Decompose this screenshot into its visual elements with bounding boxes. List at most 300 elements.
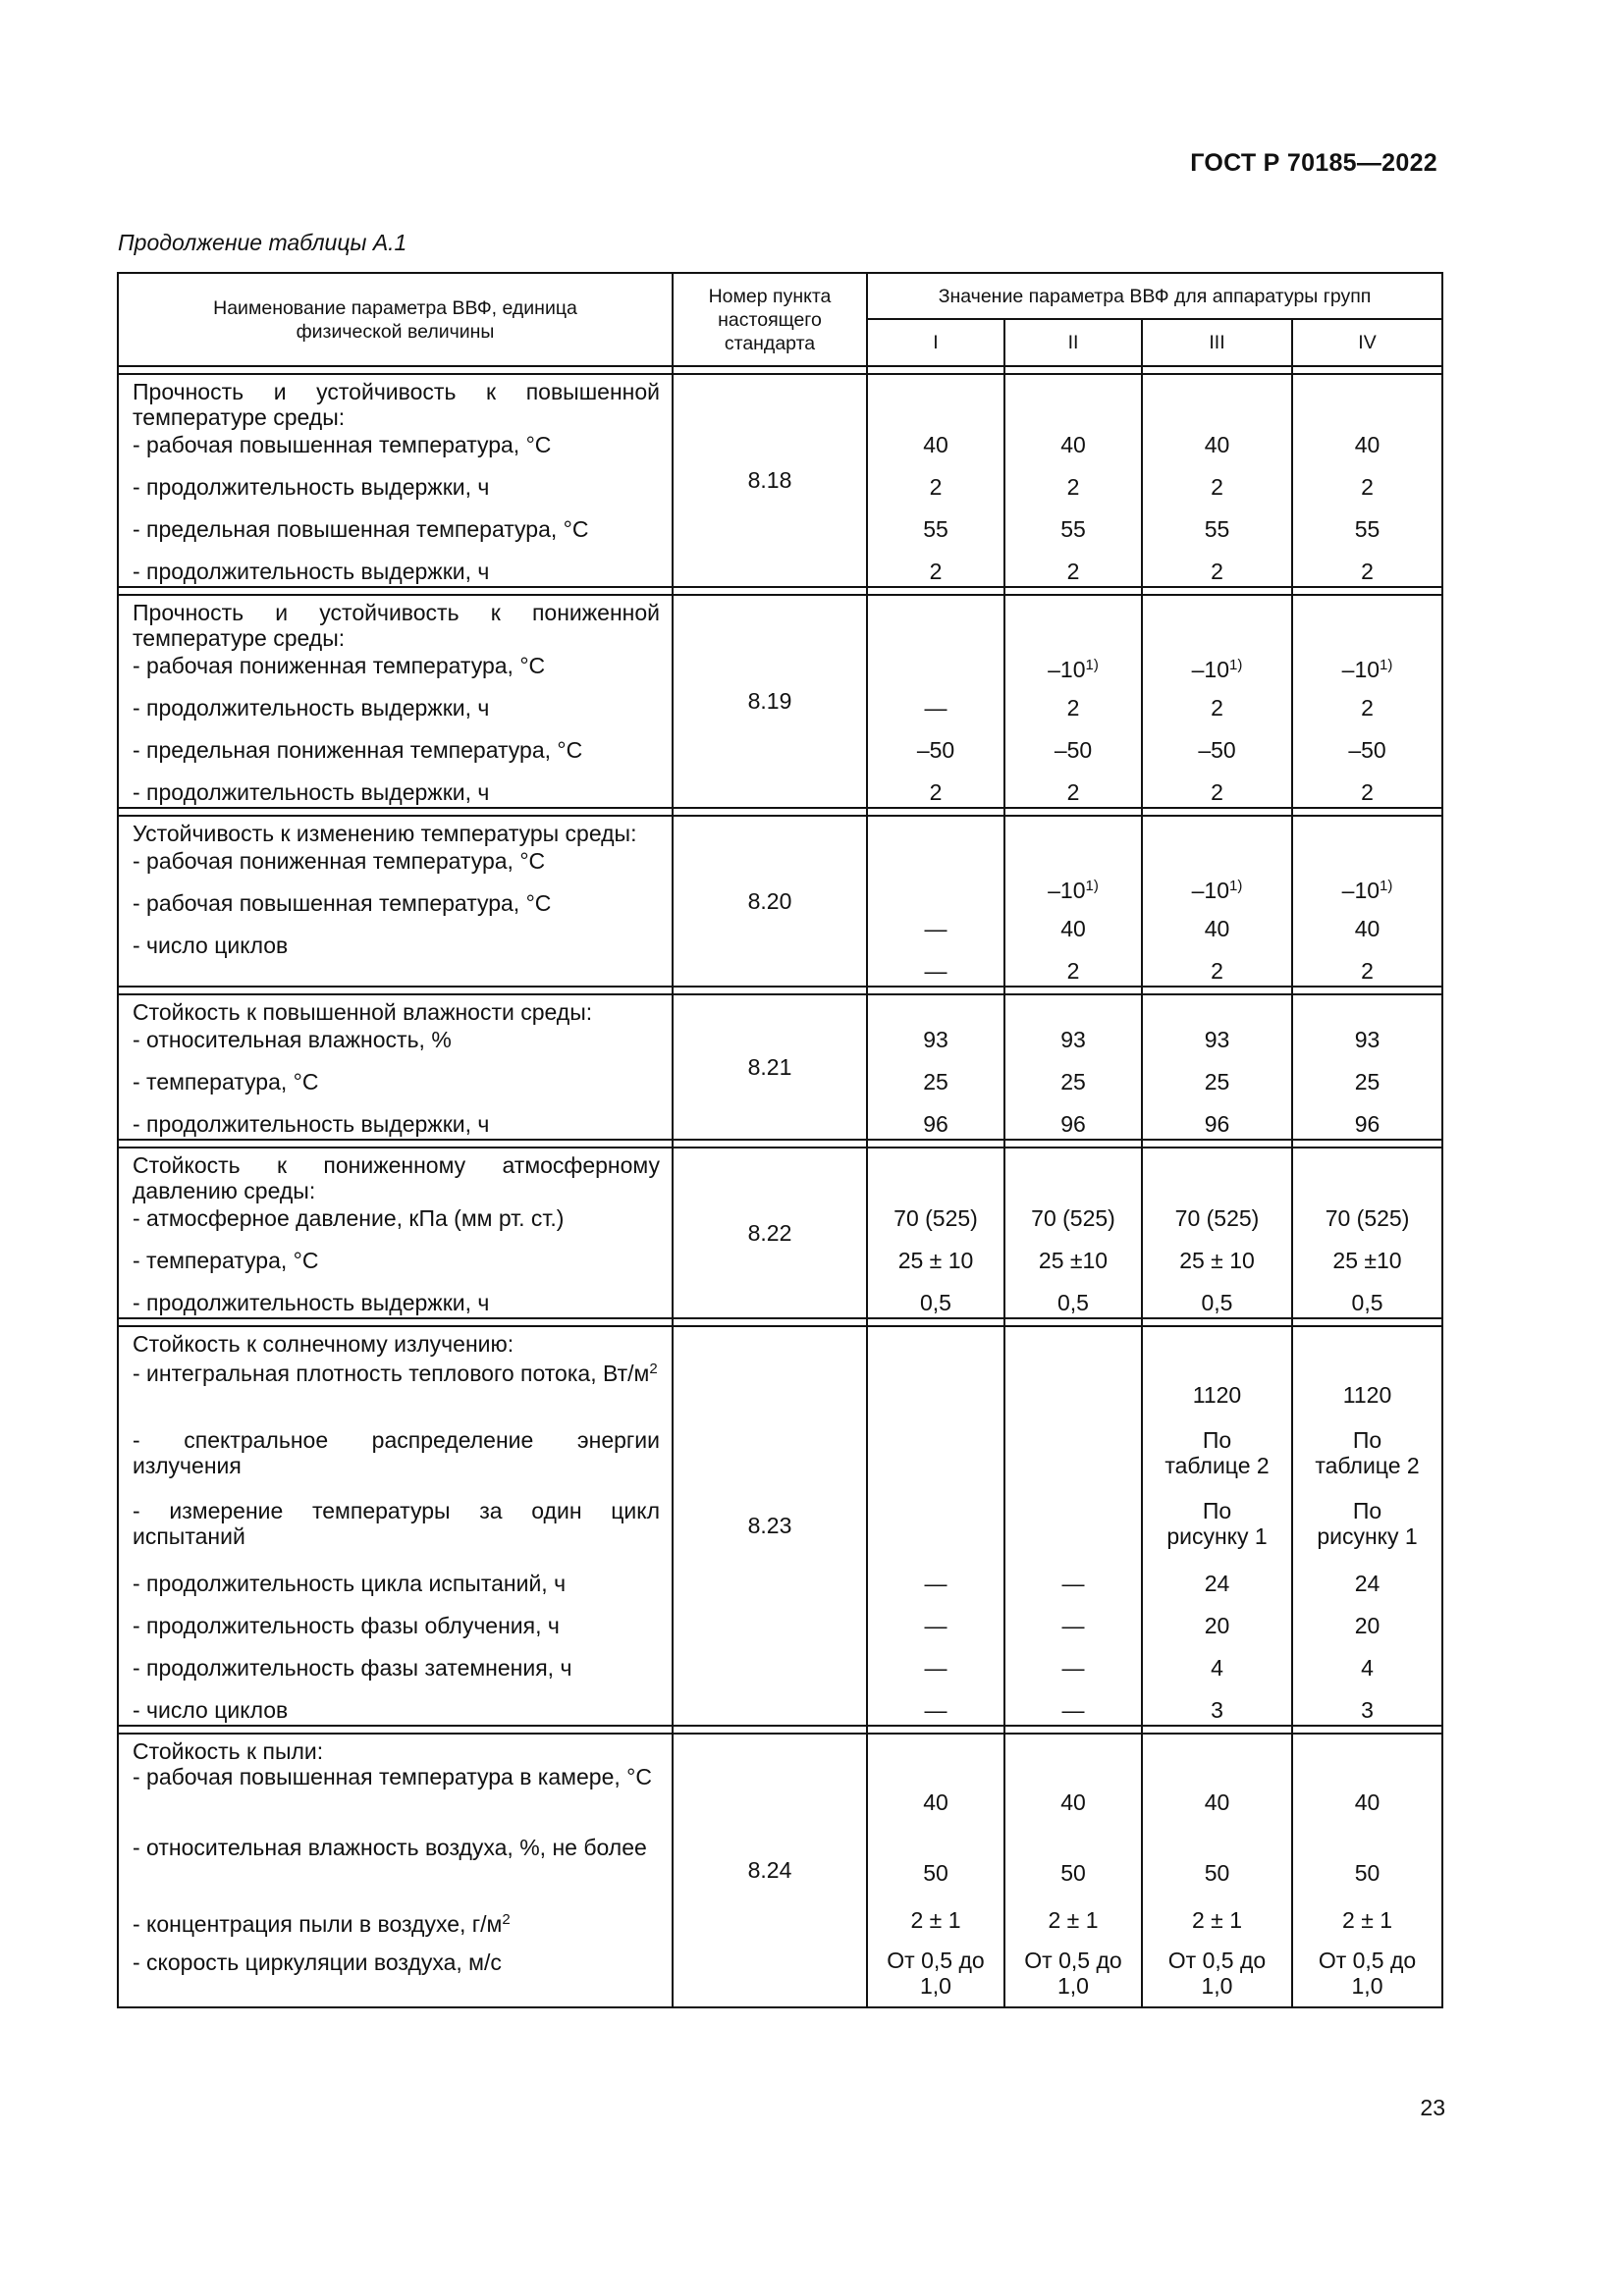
value-entry xyxy=(1143,514,1291,557)
group-value-cell xyxy=(1004,816,1142,987)
value-text: 96 xyxy=(1060,1111,1086,1137)
row-separator xyxy=(867,1140,1004,1148)
header-group-iii: III xyxy=(1142,319,1292,366)
footnote-marker: 1) xyxy=(1229,657,1243,673)
group-value-cell xyxy=(867,374,1004,587)
value-text: 40 xyxy=(1204,432,1230,457)
value-text: 25 xyxy=(923,1069,948,1095)
value-text: 25 ± 10 xyxy=(897,1248,974,1273)
parameter-name-cell xyxy=(118,374,673,587)
value-entry xyxy=(1293,1203,1441,1246)
value-text: 50 xyxy=(1354,1860,1380,1886)
value-text: 93 xyxy=(923,1027,948,1052)
value-entry xyxy=(868,1653,1003,1695)
value-entry xyxy=(1143,956,1291,986)
row-separator xyxy=(1292,1726,1442,1734)
clause-number-cell: 8.22 xyxy=(673,1148,867,1318)
value-text: 2 ± 1 xyxy=(910,1907,961,1933)
group-value-cell xyxy=(867,1148,1004,1318)
parameter-title: Прочность и устойчивость к пониженной температуре среды: xyxy=(133,600,660,651)
value-text: 1120 xyxy=(1342,1382,1392,1408)
value-entry xyxy=(868,693,1003,735)
value-text: 2 xyxy=(1211,559,1223,584)
value-entry xyxy=(1143,914,1291,956)
value-entry xyxy=(1005,1835,1141,1905)
group-value-cell xyxy=(1004,595,1142,808)
value-entry xyxy=(868,1357,1003,1427)
value-entry xyxy=(868,1203,1003,1246)
value-text: — xyxy=(924,1571,947,1596)
row-separator xyxy=(673,1140,867,1148)
value-text: 3 xyxy=(1361,1697,1374,1723)
parameter-item-label xyxy=(133,1695,660,1725)
parameter-item-label xyxy=(133,1611,660,1653)
value-entry xyxy=(1143,472,1291,514)
value-text: 25 ± 10 xyxy=(1179,1248,1255,1273)
parameter-item-label xyxy=(133,931,660,960)
parameter-item-text: - продолжительность выдержки, ч xyxy=(133,695,490,721)
parameter-item-text: - продолжительность выдержки, ч xyxy=(133,779,490,805)
group-value-cell xyxy=(1004,1734,1142,2007)
group-value-cell xyxy=(1292,595,1442,808)
row-separator xyxy=(118,808,673,816)
parameter-item-text: - предельная пониженная температура, °С xyxy=(133,737,583,763)
value-entry xyxy=(868,1948,1003,2006)
value-entry xyxy=(1005,956,1141,986)
parameter-group xyxy=(118,1148,1442,1318)
parameter-item-text: - интегральная плотность теплового потока, Вт/м xyxy=(133,1361,650,1386)
value-entry xyxy=(868,472,1003,514)
parameter-group xyxy=(118,595,1442,808)
parameter-item-label xyxy=(133,1653,660,1695)
parameter-title: Стойкость к солнечному излучению: xyxy=(133,1331,514,1357)
value-entry xyxy=(1143,651,1291,693)
value-entry xyxy=(1293,514,1441,557)
parameter-item-label xyxy=(133,1067,660,1109)
value-text: 25 xyxy=(1204,1069,1230,1095)
value-text: 25 ±10 xyxy=(1332,1248,1402,1273)
row-separator xyxy=(1004,1140,1142,1148)
row-separator xyxy=(118,1318,673,1326)
value-entry xyxy=(1293,651,1441,693)
value-text: 96 xyxy=(923,1111,948,1137)
parameter-item-label xyxy=(133,1109,660,1139)
clause-number-cell: 8.18 xyxy=(673,374,867,587)
value-text: 2 ± 1 xyxy=(1342,1907,1393,1933)
value-text: От 0,5 до 1,0 xyxy=(1318,1948,1417,1999)
row-separator xyxy=(673,808,867,816)
value-entry xyxy=(1005,1246,1141,1288)
value-entry xyxy=(1005,1569,1141,1611)
value-text: — xyxy=(1061,1655,1085,1681)
value-entry xyxy=(868,430,1003,472)
group-value-cell xyxy=(1292,816,1442,987)
value-entry xyxy=(1293,1498,1441,1569)
parameter-item-label xyxy=(133,1246,660,1288)
value-entry xyxy=(1005,1653,1141,1695)
value-text: 55 xyxy=(923,516,948,542)
value-entry xyxy=(1005,1288,1141,1317)
value-entry xyxy=(1293,1025,1441,1067)
value-entry xyxy=(1143,1653,1291,1695)
clause-number-cell: 8.24 xyxy=(673,1734,867,2007)
group-value-cell xyxy=(1292,1326,1442,1726)
value-entry xyxy=(868,1498,1003,1569)
parameter-name-cell xyxy=(118,816,673,987)
parameter-item-text: - спектральное распределение энергии излучения xyxy=(133,1427,660,1478)
value-text: 40 xyxy=(1204,1789,1230,1815)
header-group-ii: II xyxy=(1004,319,1142,366)
parameter-item-label xyxy=(133,693,660,735)
row-separator xyxy=(1292,1140,1442,1148)
value-entry xyxy=(1005,1427,1141,1498)
group-value-cell xyxy=(1292,994,1442,1140)
value-entry xyxy=(1293,1067,1441,1109)
value-entry xyxy=(1005,1498,1141,1569)
value-entry xyxy=(1005,1611,1141,1653)
value-text: 20 xyxy=(1354,1613,1380,1638)
parameter-item-text: - продолжительность выдержки, ч xyxy=(133,1111,490,1137)
row-separator xyxy=(1142,808,1292,816)
parameter-item-label xyxy=(133,651,660,693)
value-entry xyxy=(1005,651,1141,693)
value-entry xyxy=(1143,1025,1291,1067)
value-text: –10 xyxy=(1341,657,1380,682)
value-entry xyxy=(1293,430,1441,472)
value-entry xyxy=(1293,777,1441,807)
row-separator xyxy=(1142,1140,1292,1148)
value-entry xyxy=(1005,1905,1141,1948)
value-entry xyxy=(1143,1288,1291,1317)
value-text: 25 ±10 xyxy=(1038,1248,1109,1273)
group-value-cell xyxy=(1292,1148,1442,1318)
value-entry xyxy=(868,1067,1003,1109)
value-entry xyxy=(1293,1764,1441,1835)
value-entry xyxy=(1293,1357,1441,1427)
footnote-marker: 1) xyxy=(1085,878,1099,894)
value-text: 2 xyxy=(1066,958,1080,984)
row-separator xyxy=(867,366,1004,374)
row-separator xyxy=(1004,987,1142,994)
parameter-group xyxy=(118,994,1442,1140)
parameter-title: Стойкость к повышенной влажности среды: xyxy=(133,999,593,1025)
footnote-marker: 1) xyxy=(1085,657,1099,673)
parameter-item-text: - температура, °С xyxy=(133,1248,319,1273)
value-text: 2 xyxy=(1361,474,1374,500)
value-text: 2 xyxy=(929,779,943,805)
value-text: 70 (525) xyxy=(1031,1205,1115,1231)
value-entry xyxy=(1293,472,1441,514)
value-entry xyxy=(1293,1835,1441,1905)
clause-number-cell: 8.21 xyxy=(673,994,867,1140)
value-entry xyxy=(1143,693,1291,735)
parameter-item-text: - относительная влажность воздуха, %, не более xyxy=(133,1835,647,1860)
value-entry xyxy=(868,651,1003,693)
group-value-cell xyxy=(1142,595,1292,808)
value-text: 55 xyxy=(1060,516,1086,542)
value-entry xyxy=(868,1427,1003,1498)
group-value-cell xyxy=(1004,1148,1142,1318)
value-entry xyxy=(1005,1764,1141,1835)
parameter-group xyxy=(118,1326,1442,1726)
value-entry xyxy=(868,514,1003,557)
row-separator xyxy=(1004,808,1142,816)
value-text: 93 xyxy=(1354,1027,1380,1052)
value-text: 40 xyxy=(1204,916,1230,941)
value-entry xyxy=(868,872,1003,914)
parameter-item-text: - рабочая пониженная температура, °С xyxy=(133,653,546,678)
group-value-cell xyxy=(1292,1734,1442,2007)
value-text: 2 xyxy=(1361,779,1374,805)
value-entry xyxy=(1293,1246,1441,1288)
value-text: –10 xyxy=(1191,657,1230,682)
value-entry xyxy=(1005,735,1141,777)
value-text: –10 xyxy=(1341,878,1380,903)
value-text: 0,5 xyxy=(1057,1290,1089,1315)
header-clause-number: Номер пункта настоящего стандарта xyxy=(673,273,867,366)
value-text: –50 xyxy=(1348,737,1386,763)
value-entry xyxy=(1143,777,1291,807)
value-text: 55 xyxy=(1204,516,1230,542)
parameter-title: Стойкость к пыли: xyxy=(133,1738,324,1764)
group-value-cell xyxy=(1004,374,1142,587)
group-value-cell xyxy=(1292,374,1442,587)
row-separator xyxy=(1142,366,1292,374)
value-text: 2 xyxy=(1211,958,1223,984)
value-entry xyxy=(1293,914,1441,956)
row-separator xyxy=(118,1140,673,1148)
row-separator xyxy=(118,587,673,595)
value-text: 0,5 xyxy=(920,1290,951,1315)
value-entry xyxy=(1143,1498,1291,1569)
row-separator xyxy=(1142,1318,1292,1326)
value-text: 70 (525) xyxy=(893,1205,978,1231)
value-entry xyxy=(868,1905,1003,1948)
value-text: –10 xyxy=(1191,878,1230,903)
footnote-marker: 1) xyxy=(1380,657,1393,673)
group-value-cell xyxy=(867,1734,1004,2007)
value-entry xyxy=(1143,1246,1291,1288)
value-text: –10 xyxy=(1048,878,1086,903)
value-text: 2 xyxy=(929,559,943,584)
value-entry xyxy=(1005,1203,1141,1246)
row-separator xyxy=(1292,808,1442,816)
parameter-item-label xyxy=(133,514,660,557)
parameter-item-text: - число циклов xyxy=(133,933,289,958)
row-separator xyxy=(867,1318,1004,1326)
value-entry xyxy=(868,1569,1003,1611)
value-text: 2 xyxy=(1066,559,1080,584)
value-text: 96 xyxy=(1204,1111,1230,1137)
row-separator xyxy=(673,1318,867,1326)
value-entry xyxy=(1005,777,1141,807)
group-value-cell xyxy=(867,816,1004,987)
clause-number-cell: 8.23 xyxy=(673,1326,867,1726)
value-text: 93 xyxy=(1204,1027,1230,1052)
value-text: 2 xyxy=(1066,695,1080,721)
value-entry xyxy=(1005,557,1141,586)
parameters-table xyxy=(117,272,1443,2008)
value-text: 2 xyxy=(1211,474,1223,500)
parameter-item-label xyxy=(133,846,660,888)
value-text: — xyxy=(924,1697,947,1723)
parameter-item-label xyxy=(133,735,660,777)
value-text: 50 xyxy=(1204,1860,1230,1886)
row-separator xyxy=(1292,987,1442,994)
parameter-item-label xyxy=(133,1498,660,1569)
group-value-cell xyxy=(867,595,1004,808)
parameter-item-text: - продолжительность фазы облучения, ч xyxy=(133,1613,560,1638)
value-text: 24 xyxy=(1354,1571,1380,1596)
group-value-cell xyxy=(1142,374,1292,587)
value-entry xyxy=(1143,872,1291,914)
value-text: –50 xyxy=(1054,737,1093,763)
value-entry xyxy=(1005,914,1141,956)
value-entry xyxy=(1005,1109,1141,1139)
parameter-item-label xyxy=(133,888,660,931)
value-entry xyxy=(1293,735,1441,777)
value-entry xyxy=(1293,1427,1441,1498)
parameter-item-label xyxy=(133,1025,660,1067)
header-group-values: Значение параметра ВВФ для аппаратуры групп xyxy=(867,273,1442,319)
value-text: 3 xyxy=(1211,1697,1223,1723)
parameter-item-label xyxy=(133,472,660,514)
parameter-name-cell xyxy=(118,1326,673,1726)
value-text: По рисунку 1 xyxy=(1166,1498,1268,1549)
parameter-item-label xyxy=(133,1203,660,1246)
value-entry xyxy=(1005,514,1141,557)
value-text: –50 xyxy=(1198,737,1236,763)
value-entry xyxy=(1293,1288,1441,1317)
value-text: 70 (525) xyxy=(1325,1205,1410,1231)
row-separator xyxy=(1004,1726,1142,1734)
parameter-item-text: - относительная влажность, % xyxy=(133,1027,452,1052)
value-text: 40 xyxy=(1060,432,1086,457)
row-separator xyxy=(673,1726,867,1734)
unit-superscript: 2 xyxy=(649,1361,658,1377)
value-entry xyxy=(868,1764,1003,1835)
value-text: — xyxy=(1061,1613,1085,1638)
value-text: 0,5 xyxy=(1351,1290,1383,1315)
parameter-item-text: - продолжительность выдержки, ч xyxy=(133,474,490,500)
row-separator xyxy=(673,987,867,994)
value-text: 50 xyxy=(1060,1860,1086,1886)
page-number: 23 xyxy=(1420,2095,1445,2120)
value-text: 40 xyxy=(1060,916,1086,941)
row-separator xyxy=(118,1726,673,1734)
value-entry xyxy=(868,914,1003,956)
row-separator xyxy=(867,808,1004,816)
value-text: 25 xyxy=(1354,1069,1380,1095)
parameter-item-label xyxy=(133,430,660,472)
parameter-item-text: - измерение температуры за один цикл испытаний xyxy=(133,1498,660,1549)
value-text: 50 xyxy=(923,1860,948,1886)
parameter-item-text: - скорость циркуляции воздуха, м/с xyxy=(133,1949,502,1975)
footnote-marker: 1) xyxy=(1380,878,1393,894)
value-text: — xyxy=(1061,1697,1085,1723)
value-text: 70 (525) xyxy=(1174,1205,1260,1231)
value-text: 25 xyxy=(1060,1069,1086,1095)
parameter-item-text: - число циклов xyxy=(133,1697,289,1723)
group-value-cell xyxy=(1142,994,1292,1140)
parameter-name-cell xyxy=(118,994,673,1140)
parameter-title: Устойчивость к изменению температуры среды: xyxy=(133,821,637,846)
value-entry xyxy=(868,1611,1003,1653)
value-entry xyxy=(1293,872,1441,914)
value-text: — xyxy=(1061,1571,1085,1596)
unit-superscript: 2 xyxy=(502,1911,511,1928)
value-text: 20 xyxy=(1204,1613,1230,1638)
row-separator xyxy=(118,366,673,374)
value-text: 93 xyxy=(1060,1027,1086,1052)
value-text: 96 xyxy=(1354,1111,1380,1137)
value-text: По таблице 2 xyxy=(1315,1427,1420,1478)
row-separator xyxy=(118,987,673,994)
row-separator xyxy=(673,366,867,374)
parameter-name-cell xyxy=(118,595,673,808)
value-text: 4 xyxy=(1211,1655,1223,1681)
value-entry xyxy=(1005,1067,1141,1109)
value-entry xyxy=(868,1109,1003,1139)
parameter-item-label xyxy=(133,1948,660,2006)
value-text: 40 xyxy=(1060,1789,1086,1815)
parameter-group xyxy=(118,816,1442,987)
value-text: 2 xyxy=(929,474,943,500)
parameter-item-label xyxy=(133,1835,660,1905)
value-entry xyxy=(1293,693,1441,735)
parameter-group xyxy=(118,374,1442,587)
value-entry xyxy=(1005,1025,1141,1067)
parameter-item-label xyxy=(133,777,660,807)
clause-number-cell: 8.19 xyxy=(673,595,867,808)
value-entry xyxy=(868,557,1003,586)
value-text: 40 xyxy=(1354,432,1380,457)
header-group-i: I xyxy=(867,319,1004,366)
group-value-cell xyxy=(1142,816,1292,987)
row-separator xyxy=(673,587,867,595)
value-entry xyxy=(868,1288,1003,1317)
row-separator xyxy=(1142,987,1292,994)
row-separator xyxy=(1292,1318,1442,1326)
header-parameter-name: Наименование параметра ВВФ, единица физической величины xyxy=(118,273,673,366)
value-entry xyxy=(1293,1611,1441,1653)
parameter-item-label xyxy=(133,557,660,586)
value-text: 40 xyxy=(1354,1789,1380,1815)
value-entry xyxy=(868,1025,1003,1067)
parameter-item-text: - предельная повышенная температура, °С xyxy=(133,516,589,542)
value-text: От 0,5 до 1,0 xyxy=(1024,1948,1122,1999)
value-entry xyxy=(1143,1109,1291,1139)
row-separator xyxy=(1292,587,1442,595)
value-entry xyxy=(1143,1695,1291,1725)
value-entry xyxy=(1293,1905,1441,1948)
value-entry xyxy=(1293,1109,1441,1139)
parameter-item-text: - рабочая повышенная температура, °С xyxy=(133,890,552,916)
value-text: 2 xyxy=(1211,779,1223,805)
value-entry xyxy=(1293,557,1441,586)
value-text: — xyxy=(924,1613,947,1638)
value-text: –10 xyxy=(1048,657,1086,682)
group-value-cell xyxy=(867,1326,1004,1726)
row-separator xyxy=(1004,366,1142,374)
value-text: От 0,5 до 1,0 xyxy=(1167,1948,1267,1999)
value-text: По рисунку 1 xyxy=(1317,1498,1418,1549)
footnote-marker: 1) xyxy=(1229,878,1243,894)
value-entry xyxy=(1143,1764,1291,1835)
row-separator xyxy=(1142,1726,1292,1734)
document-standard-number: ГОСТ Р 70185—2022 xyxy=(1190,149,1437,177)
value-entry xyxy=(1293,956,1441,986)
